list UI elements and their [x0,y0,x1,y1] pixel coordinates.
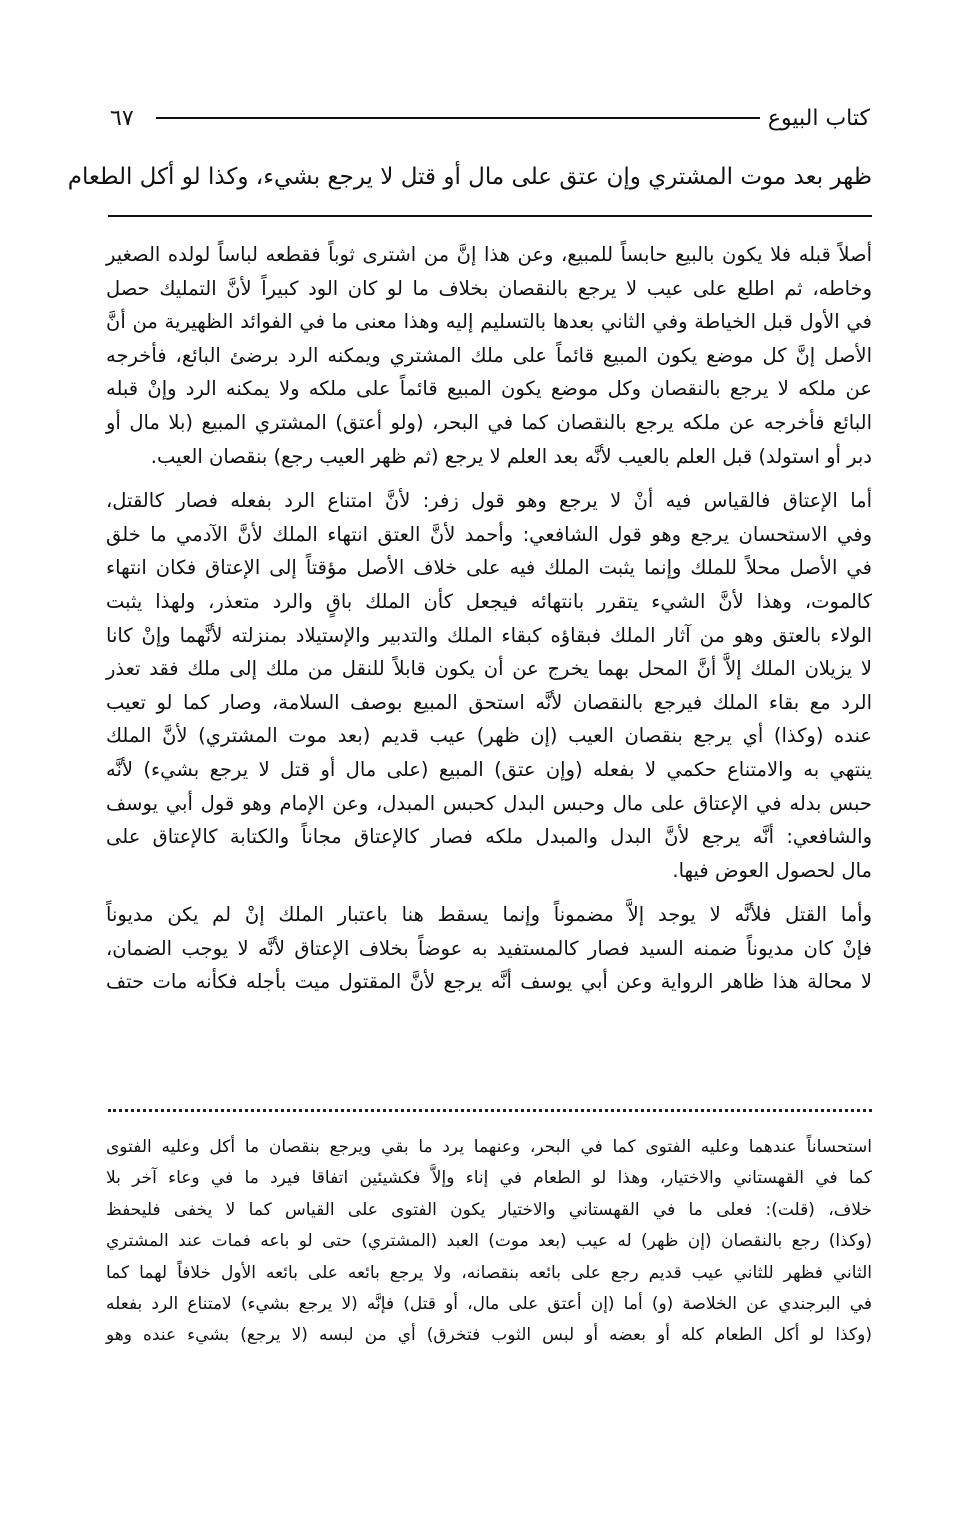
text-line: عنده (وكذا) أي يرجع بنقصان العيب (إن ظهر) عيب قديم (بعد موت المشتري) لأنَّ الملك [106,724,872,748]
text-line: وأما القتل فلأنَّه لا يوجد إلاَّ مضموناً وإنما يسقط هنا باعتبار الملك إنْ لم يكن مديوناً [106,903,872,927]
footnote-line: الثاني فظهر للثاني عيب قديم رجع على بائعه بنقصانه، ولا يرجع بائعه على بائعه الأول خلافاً لهما كما [106,1262,872,1283]
footnote-block [106,1132,872,1352]
text-line: دبر أو استولد) قبل العلم بالعيب لأنَّه بعد العلم لا يرجع (ثم ظهر العيب رجع) بنقصان العيب. [150,444,872,468]
text-line: لا يزيلان الملك إلاَّ أنَّ المحل بهما يخرج عن أن يكون قابلاً للنقل من ملك إلى ملك فقد تعذر [106,657,872,681]
text-line: الولاء بالعتق وهو من آثار الملك فبقاؤه كبقاء الملك والتدبير والإستيلاد بمنزلته لأنَّهما وإنْ كانا [106,623,872,647]
footnote-line: استحساناً عندهما وعليه الفتوى كما في البحر، وعنهما يرد ما بقي ويرجع بنقصان ما أكل وعليه الفتوى [106,1137,872,1157]
text-line: كالموت، وهذا لأنَّ الشيء يتقرر بانتهائه فيجعل كأن الملك باقٍ والرد متعذر، ولهذا يثبت [106,589,872,613]
text-line: البائع فأخرجه عن ملكه يرجع بالنقصان كما في البحر، (ولو أعتق) المشتري المبيع (بلا مال أو [106,410,872,434]
footnote-line: خلاف، (قلت): فعلى ما في القهستاني والاختيار يكون الفتوى على القياس كما لا يخفى فليحفظ [106,1199,872,1220]
text-line: والشافعي: أنَّه يرجع لأنَّ البدل والمبدل ملكه فصار كالإعتاق مجاناً والكتابة كالإعتاق على [106,825,872,849]
running-title: كتاب البيوع [767,105,870,131]
text-line: في الأول قبل الخياطة وفي الثاني بعدها بالتسليم إليه وهذا معنى ما في الفوائد الظهيرية من أنَّ [106,310,872,334]
commentary-paragraph-3 [106,898,872,999]
text-line: أما الإعتاق فالقياس فيه أنْ لا يرجع وهو قول زفر: لأنَّ امتناع الرد بفعله فصار كالقتل، [106,489,872,513]
text-line: مال لحصول العوض فيها. [672,858,872,882]
text-line: لا محالة هذا ظاهر الرواية وعن أبي يوسف أنَّه يرجع لأنَّ المقتول ميت بأجله فكأنه مات حتف [106,970,872,994]
text-line: وخاطه، ثم اطلع على عيب لا يرجع بالنقصان بخلاف ما لو كان الود كبيراً لأنَّ التمليك حصل [106,276,872,300]
text-line: الرد مع بقاء الملك فيرجع بالنقصان لأنَّه استحق المبيع بوصف السلامة، وصار كما لو تعيب [106,690,872,714]
text-line: فإنْ كان مديوناً ضمنه السيد فصار كالمستفيد به عوضاً بخلاف الإعتاق لأنَّه لا يوجب الضمان، [106,936,872,960]
commentary-paragraph-2 [106,484,872,887]
page-number: ٦٧ [110,105,134,131]
footnote-line: (وكذا) رجع بالنقصان (إن ظهر) له عيب (بعد موت) العبد (المشتري) حتى لو باعه فمات عند المشتري [106,1231,872,1252]
running-header [110,98,870,138]
text-line: أصلاً قبله فلا يكون بالبيع حابساً للمبيع، وعن هذا إنَّ من اشترى ثوباً فقطعه لباساً لولده الصغير [106,243,872,266]
main-text-rule [108,215,872,217]
main-text-line: ظهر بعد موت المشتري وإن عتق على مال أو قتل لا يرجع بشيء، وكذا لو أكل الطعام [67,164,872,190]
text-line: حبس بدله في الإعتاق على مال وحبس البدل كحبس المبدل، وعن الإمام وهو قول أبي يوسف [106,791,872,815]
text-line: وفي الاستحسان يرجع وهو قول الشافعي: وأحمد لأنَّ العتق انتهاء الملك لأنَّ الآدمي ما خلق [106,522,872,546]
footnote-line: كما في القهستاني والاختيار، وهذا لو الطعام في إناء وإلاَّ فكشيئين اتفاقا فيرد ما في وعاء آخر بلا [106,1168,872,1189]
text-line: ينتهي به والامتناع حكمي لا بفعله (وإن عتق) المبيع (على مال أو قتل لا يرجع بشيء) لأنَّه [106,757,872,781]
text-line: عن ملكه لا يرجع بالنقصان وكل موضع يكون المبيع قائماً على ملكه ولا يمكنه الرد وإنْ قبله [106,377,872,401]
footnote-line: (وكذا لو أكل الطعام كله أو بعضه أو لبس الثوب فتخرق) أي من لبسه (لا يرجع) بشيء عنده وهو [106,1325,872,1346]
footnote-line: في البرجندي عن الخلاصة (و) أما (إن أعتق على مال، أو قتل) فإنَّه (لا يرجع بشيء) لامتناع الرد بفعله [106,1294,872,1315]
commentary-block [106,238,872,999]
header-rule [156,117,760,119]
text-line: الأصل إنَّ كل موضع يكون المبيع قائماً على ملك المشتري ويمكنه الرد برضئ البائع، فأخرجه [106,343,872,367]
text-line: في الأصل محلاً للملك وإنما يثبت الملك فيه على خلاف الأصل مؤقتاً إلى الإعتاق فكان انتهاء [106,556,872,580]
footnote-separator [108,1109,872,1120]
commentary-paragraph-1 [106,238,872,473]
